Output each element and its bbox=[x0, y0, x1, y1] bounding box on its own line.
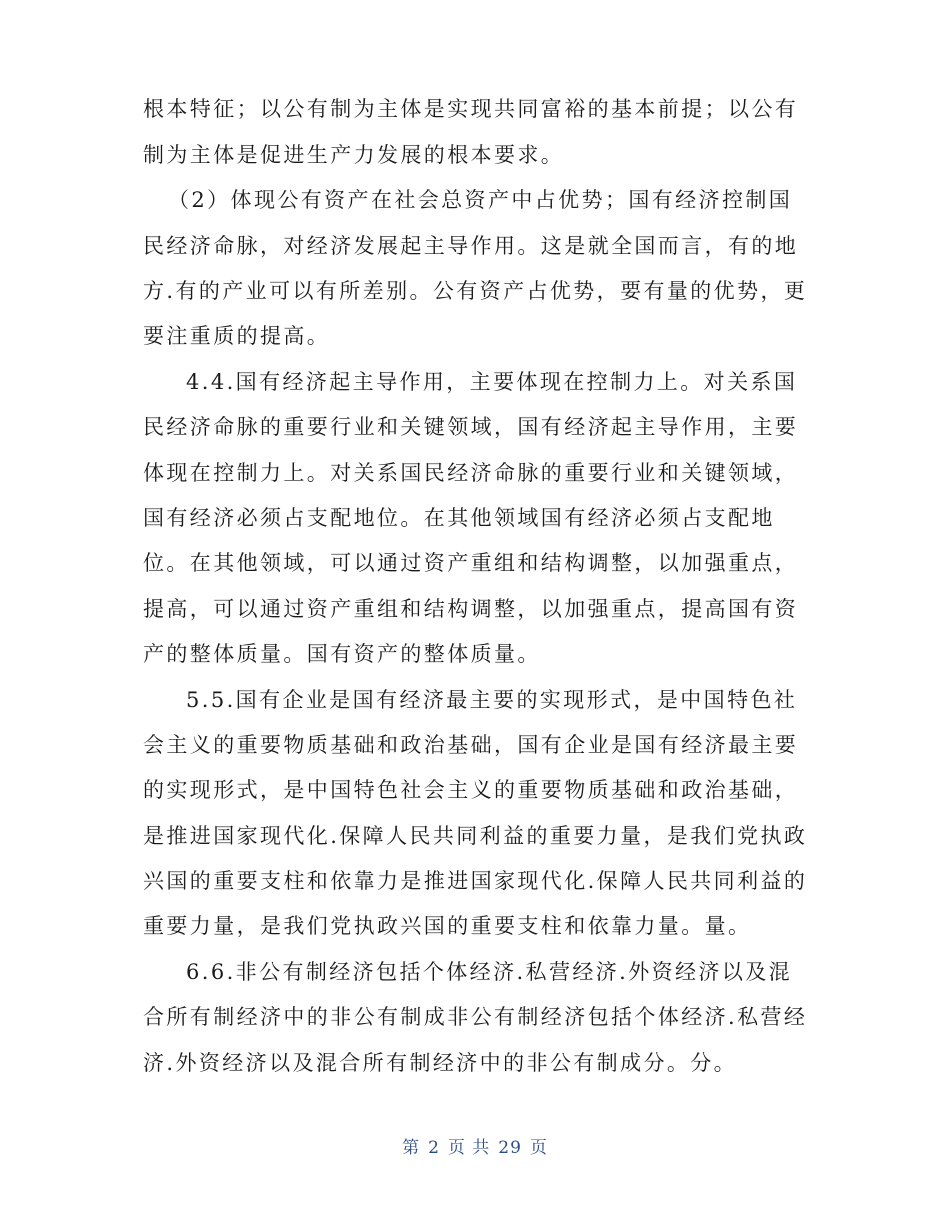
text-line: 民经济命脉，对经济发展起主导作用。这是就全国而言，有的地 bbox=[143, 234, 799, 258]
page-footer bbox=[0, 1133, 950, 1158]
text-line: 合所有制经济中的非公有制成非公有制经济包括个体经济.私营经 bbox=[143, 1005, 808, 1029]
text-line: 重要力量，是我们党执政兴国的重要支柱和依靠力量。量。 bbox=[143, 914, 752, 938]
text-line: 方.有的产业可以有所差别。公有资产占优势，要有量的优势，更 bbox=[143, 279, 808, 303]
text-line: 提高，可以通过资产重组和结构调整，以加强重点，提高国有资 bbox=[143, 597, 799, 621]
footer-suffix: 页 bbox=[529, 1138, 548, 1158]
footer-middle: 页 共 bbox=[447, 1138, 491, 1158]
current-page-number: 2 bbox=[428, 1138, 440, 1158]
text-line: 根本特征；以公有制为主体是实现共同富裕的基本前提；以公有 bbox=[143, 97, 799, 121]
footer-prefix: 第 bbox=[402, 1138, 421, 1158]
text-line: 会主义的重要物质基础和政治基础，国有企业是国有经济最主要 bbox=[143, 733, 799, 757]
total-page-count: 29 bbox=[498, 1138, 522, 1158]
text-line: 国有经济必须占支配地位。在其他领域国有经济必须占支配地 bbox=[143, 506, 775, 530]
paragraph-start-line: 4.4.国有经济起主导作用，主要体现在控制力上。对关系国 bbox=[186, 370, 798, 394]
text-line: 要注重质的提高。 bbox=[143, 324, 331, 348]
paragraph-start-line: 6.6.非公有制经济包括个体经济.私营经济.外资经济以及混 bbox=[186, 960, 793, 984]
text-line: 民经济命脉的重要行业和关键领域，国有经济起主导作用，主要 bbox=[143, 415, 799, 439]
text-line: 产的整体质量。国有资产的整体质量。 bbox=[143, 642, 541, 666]
text-line: 位。在其他领域，可以通过资产重组和结构调整，以加强重点， bbox=[143, 551, 799, 575]
paragraph-start-line: （2）体现公有资产在社会总资产中占优势；国有经济控制国 bbox=[168, 188, 793, 212]
text-line: 济.外资经济以及混合所有制经济中的非公有制成分。分。 bbox=[143, 1051, 738, 1075]
text-line: 体现在控制力上。对关系国民经济命脉的重要行业和关键领域， bbox=[143, 461, 799, 485]
text-line: 兴国的重要支柱和依靠力是推进国家现代化.保障人民共同利益的 bbox=[143, 869, 808, 893]
text-line: 是推进国家现代化.保障人民共同利益的重要力量，是我们党执政 bbox=[143, 824, 808, 848]
paragraph-start-line: 5.5.国有企业是国有经济最主要的实现形式，是中国特色社 bbox=[186, 688, 798, 712]
text-line: 制为主体是促进生产力发展的根本要求。 bbox=[143, 143, 565, 167]
text-line: 的实现形式，是中国特色社会主义的重要物质基础和政治基础， bbox=[143, 778, 799, 802]
